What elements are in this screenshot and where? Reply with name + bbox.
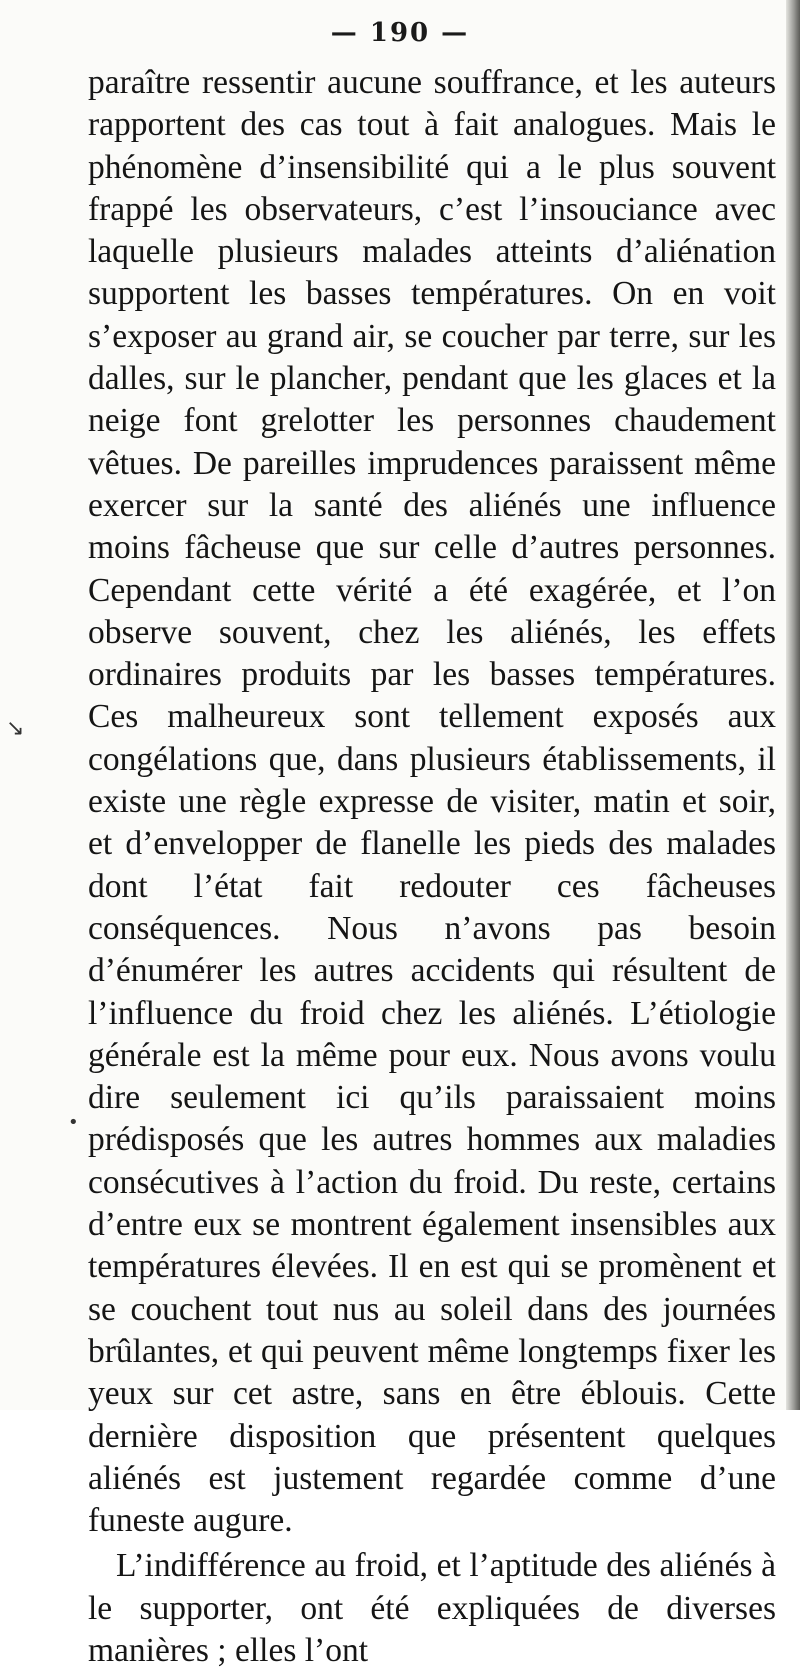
page-number: — 190 — bbox=[330, 18, 470, 48]
paragraph-2: L’indifférence au froid, et l’aptitude des aliénés à le supporter, ont été expliquées de diverses manières ; elles l’ont bbox=[88, 1547, 776, 1669]
paragraph-1: paraître ressentir aucune souffrance, et les auteurs rapportent des cas tout à fait analogues. Mais le phénomène d’insensibilité qui a le plus souvent frappé les observateurs, c’est l’insouciance avec laquelle plusieurs malades atteints d’aliénation supportent les basses températures. On en voit s’exposer au grand air, se coucher par terre, sur les dalles, sur le plancher, pendant que les glaces et la neige font grelotter les personnes chaudement vêtues. De pareilles imprudences paraissent même exercer sur la santé des aliénés une influence moins fâcheuse que sur celle d’autres personnes. Cependant cette vérité a été exagérée, et l’on observe souvent, chez les aliénés, les effets ordinaires produits par les basses températures. Ces malheureux sont tellement exposés aux congélations que, dans plusieurs établissements, il existe une règle expresse de visiter, matin et soir, et d’envelopper de flanelle les pieds des malades dont l’état fait redouter ces fâcheuses conséquences. Nous n’avons pas besoin d’énumérer les autres accidents qui résultent de l’influence du froid chez les aliénés. L’étiologie générale est la même pour eux. Nous avons voulu dire seulement ici qu’ils paraissaient moins prédisposés que les autres hommes aux maladies consécutives à l’action du froid. Du reste, certains d’entre eux se montrent également insensibles aux températures élevées. Il en est qui se promènent et se couchent tout nus au soleil dans des journées brûlantes, et qui peuvent même longtemps fixer les yeux sur cet astre, sans en être éblouis. Cette dernière disposition que présentent quelques aliénés est justement regardée comme d’une funeste augure. bbox=[88, 64, 776, 1540]
body-text bbox=[88, 62, 776, 1672]
ink-dot-icon: • bbox=[68, 1112, 79, 1133]
margin-mark-icon: ↘ bbox=[6, 716, 25, 741]
page-edge-shadow bbox=[786, 0, 800, 1410]
